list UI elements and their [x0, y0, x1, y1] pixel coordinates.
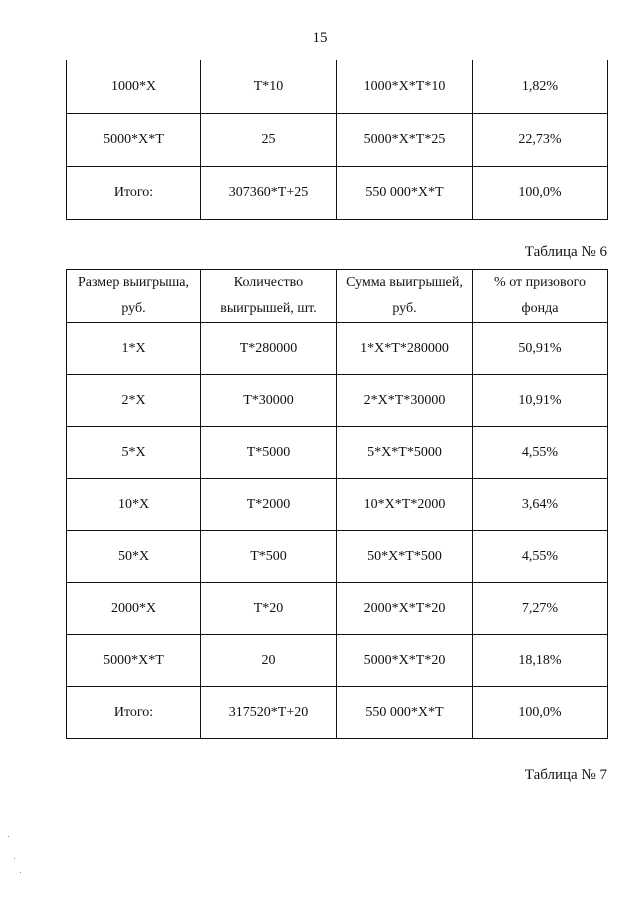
table-cell: 7,27%: [473, 583, 608, 635]
column-header: Сумма выигрышей, руб.: [337, 270, 473, 323]
table-row: [67, 375, 608, 427]
table-cell: 25: [201, 114, 337, 167]
table-cell: T*30000: [201, 375, 337, 427]
table-cell: 2000*X*T*20: [337, 583, 473, 635]
table-row: [67, 323, 608, 375]
table6-caption: Таблица № 6: [524, 244, 607, 260]
page-number: 15: [312, 30, 328, 46]
table-cell: T*10: [201, 60, 337, 114]
table-cell: 10*X*T*2000: [337, 479, 473, 531]
table-cell: 2*X: [67, 375, 201, 427]
table-row: [67, 531, 608, 583]
table-cell: T*2000: [201, 479, 337, 531]
table-cell: 307360*T+25: [201, 167, 337, 220]
table-row: [67, 114, 608, 167]
table-cell: Итого:: [67, 167, 201, 220]
scan-speck: [20, 872, 21, 873]
table-cell: 5000*X*T*20: [337, 635, 473, 687]
table-row: [67, 479, 608, 531]
table-cell: 1000*X*T*10: [337, 60, 473, 114]
table-total-row: [67, 687, 608, 739]
table-cell: 10,91%: [473, 375, 608, 427]
table-cell: 10*X: [67, 479, 201, 531]
table-row: [67, 427, 608, 479]
table-cell: 2*X*T*30000: [337, 375, 473, 427]
column-header: Размер выигрыша, руб.: [67, 270, 201, 323]
table-cell: 2000*X: [67, 583, 201, 635]
scan-speck: [8, 836, 9, 837]
table-cell: 5*X: [67, 427, 201, 479]
table-row: [67, 583, 608, 635]
table-cell: Итого:: [67, 687, 201, 739]
table-cell: 1,82%: [473, 60, 608, 114]
table-cell: 550 000*X*T: [337, 687, 473, 739]
table-cell: 4,55%: [473, 427, 608, 479]
table-cell: 50*X*T*500: [337, 531, 473, 583]
table-cell: 4,55%: [473, 531, 608, 583]
table-cell: 3,64%: [473, 479, 608, 531]
table-cell: 50*X: [67, 531, 201, 583]
table-cell: 100,0%: [473, 167, 608, 220]
table-cell: T*20: [201, 583, 337, 635]
table-cell: T*500: [201, 531, 337, 583]
table-cell: 550 000*X*T: [337, 167, 473, 220]
table-row: [67, 60, 608, 114]
table-cell: 1*X*T*280000: [337, 323, 473, 375]
table-total-row: [67, 167, 608, 220]
table-cell: 1*X: [67, 323, 201, 375]
table-header-row: [67, 270, 608, 323]
table6: [66, 269, 608, 739]
table-cell: 1000*X: [67, 60, 201, 114]
table-cell: 5000*X*T: [67, 114, 201, 167]
table-cell: 317520*T+20: [201, 687, 337, 739]
table-cell: 22,73%: [473, 114, 608, 167]
table-cell: T*5000: [201, 427, 337, 479]
table-cell: 18,18%: [473, 635, 608, 687]
table-cell: 5000*X*T*25: [337, 114, 473, 167]
column-header: % от призового фонда: [473, 270, 608, 323]
table-cell: 50,91%: [473, 323, 608, 375]
table-cell: T*280000: [201, 323, 337, 375]
table-cell: 100,0%: [473, 687, 608, 739]
scan-speck: [14, 858, 15, 859]
table-row: [67, 635, 608, 687]
table-cell: 20: [201, 635, 337, 687]
table7-caption: Таблица № 7: [524, 767, 607, 783]
continued-table: [66, 60, 608, 220]
column-header: Количество выигрышей, шт.: [201, 270, 337, 323]
table-cell: 5*X*T*5000: [337, 427, 473, 479]
table-cell: 5000*X*T: [67, 635, 201, 687]
